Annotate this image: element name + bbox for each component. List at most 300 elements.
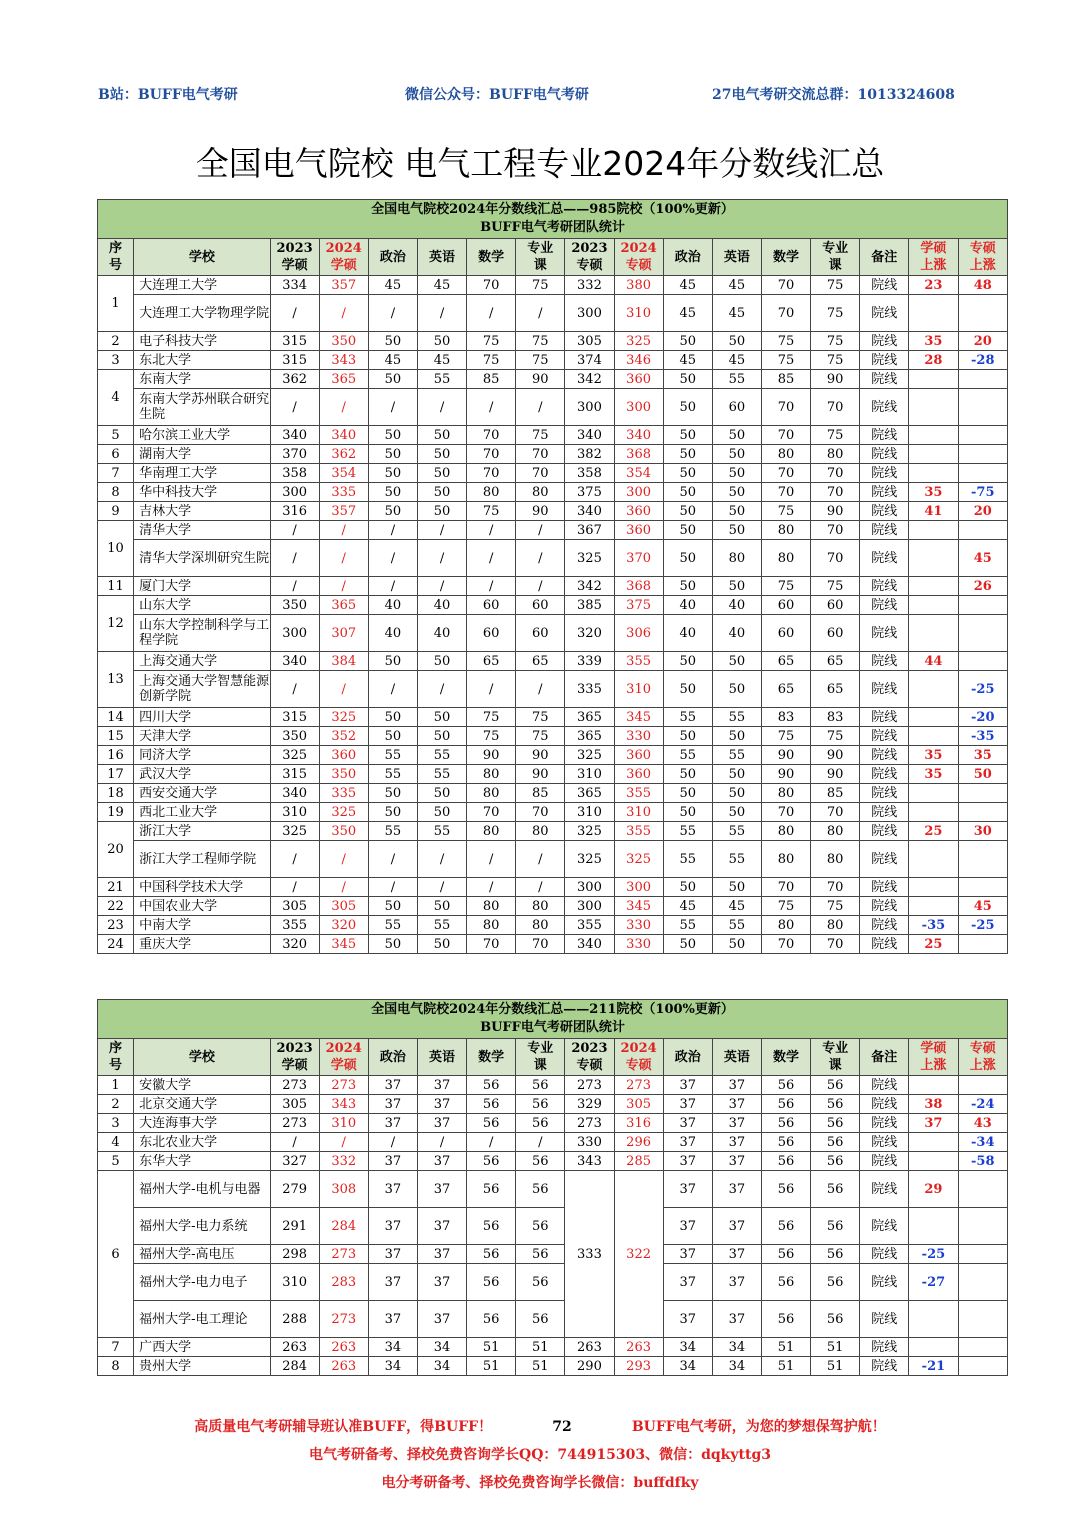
politics-pro: 55	[663, 841, 712, 878]
english: 50	[417, 502, 466, 521]
score-2024-academic: 343	[319, 351, 368, 370]
major-course: 70	[516, 803, 565, 822]
major-course: 90	[516, 502, 565, 521]
remark: 院线	[860, 1171, 909, 1208]
score-2023-professional: 325	[565, 822, 614, 841]
table-row	[98, 615, 1008, 652]
math: 75	[467, 351, 516, 370]
score-2023-professional: 310	[565, 803, 614, 822]
english: /	[417, 540, 466, 577]
score-2024-professional: 368	[614, 445, 663, 464]
table-row	[98, 1133, 1008, 1152]
row-index: 24	[98, 935, 134, 954]
major-course-pro: 85	[811, 784, 860, 803]
score-2023-professional: 339	[565, 652, 614, 671]
academic-change: -21	[909, 1357, 958, 1376]
remark: 院线	[860, 822, 909, 841]
score-2024-professional: 360	[614, 521, 663, 540]
table-row	[98, 1076, 1008, 1095]
major-course: /	[516, 389, 565, 426]
score-2023-academic: 273	[270, 1076, 319, 1095]
academic-change	[909, 1208, 958, 1245]
table-row	[98, 276, 1008, 295]
english: 55	[417, 822, 466, 841]
row-index: 2	[98, 1095, 134, 1114]
remark: 院线	[860, 445, 909, 464]
score-2023-professional: 375	[565, 483, 614, 502]
politics-pro: 50	[663, 784, 712, 803]
academic-change	[909, 540, 958, 577]
table-row	[98, 464, 1008, 483]
math: /	[467, 878, 516, 897]
table-row	[98, 841, 1008, 878]
score-2023-professional: 273	[565, 1076, 614, 1095]
score-2023-academic: 315	[270, 765, 319, 784]
score-2024-academic: 350	[319, 822, 368, 841]
major-course-pro: 80	[811, 822, 860, 841]
math-pro: 56	[761, 1133, 810, 1152]
math: 75	[467, 708, 516, 727]
row-index: 5	[98, 1152, 134, 1171]
english: 50	[417, 803, 466, 822]
score-2024-academic: /	[319, 1133, 368, 1152]
school-name: 广西大学	[134, 1338, 270, 1357]
math-pro: 70	[761, 483, 810, 502]
remark: 院线	[860, 389, 909, 426]
row-index: 21	[98, 878, 134, 897]
math-pro: 90	[761, 746, 810, 765]
score-2024-academic: 263	[319, 1338, 368, 1357]
english: 50	[417, 464, 466, 483]
major-course: 56	[516, 1171, 565, 1208]
score-2024-academic: /	[319, 841, 368, 878]
score-2024-academic: /	[319, 521, 368, 540]
english-pro: 45	[712, 295, 761, 332]
school-name: 上海交通大学智慧能源创新学院	[134, 671, 270, 708]
politics-pro: 50	[663, 878, 712, 897]
math: /	[467, 295, 516, 332]
professional-change: -34	[958, 1133, 1008, 1152]
row-index: 8	[98, 1357, 134, 1376]
professional-change	[958, 1171, 1008, 1208]
score-2023-professional: 374	[565, 351, 614, 370]
table-row	[98, 1245, 1008, 1264]
score-2023-professional: 263	[565, 1338, 614, 1357]
row-index: 13	[98, 652, 134, 708]
academic-change	[909, 878, 958, 897]
table-row	[98, 521, 1008, 540]
major-course: 56	[516, 1245, 565, 1264]
remark: 院线	[860, 370, 909, 389]
politics-pro: 50	[663, 765, 712, 784]
academic-change: -27	[909, 1264, 958, 1301]
school-name: 西北工业大学	[134, 803, 270, 822]
politics: 37	[368, 1152, 417, 1171]
row-index: 16	[98, 746, 134, 765]
math: 56	[467, 1171, 516, 1208]
english: 50	[417, 445, 466, 464]
academic-change: 29	[909, 1171, 958, 1208]
row-index: 20	[98, 822, 134, 878]
politics: 37	[368, 1076, 417, 1095]
politics-pro: 40	[663, 596, 712, 615]
politics-pro: 37	[663, 1133, 712, 1152]
academic-change: -35	[909, 916, 958, 935]
politics: /	[368, 1133, 417, 1152]
column-header: 序 号	[98, 1039, 134, 1076]
major-course: 75	[516, 426, 565, 445]
english: 37	[417, 1114, 466, 1133]
score-2024-academic: 332	[319, 1152, 368, 1171]
politics-pro: 37	[663, 1076, 712, 1095]
score-2023-academic: 315	[270, 351, 319, 370]
math-pro: 75	[761, 897, 810, 916]
score-2024-professional: 330	[614, 727, 663, 746]
score-2023-academic: 327	[270, 1152, 319, 1171]
math: 80	[467, 483, 516, 502]
politics-pro: 50	[663, 803, 712, 822]
politics: /	[368, 671, 417, 708]
academic-change: 35	[909, 765, 958, 784]
column-header: 备注	[860, 1039, 909, 1076]
major-course: 80	[516, 822, 565, 841]
politics-pro: 45	[663, 897, 712, 916]
column-header: 2023 专硕	[565, 1039, 614, 1076]
score-2024-academic: 352	[319, 727, 368, 746]
politics: 37	[368, 1245, 417, 1264]
major-course: 56	[516, 1264, 565, 1301]
professional-change	[958, 389, 1008, 426]
math-pro: 70	[761, 935, 810, 954]
professional-change: 35	[958, 746, 1008, 765]
math-pro: 80	[761, 784, 810, 803]
major-course-pro: 56	[811, 1208, 860, 1245]
english-pro: 50	[712, 577, 761, 596]
english-pro: 55	[712, 746, 761, 765]
score-2023-professional: 290	[565, 1357, 614, 1376]
politics-pro: 50	[663, 426, 712, 445]
major-course: 85	[516, 784, 565, 803]
school-name: 四川大学	[134, 708, 270, 727]
score-2024-academic: 273	[319, 1245, 368, 1264]
politics: 34	[368, 1357, 417, 1376]
table-row	[98, 803, 1008, 822]
english: 50	[417, 935, 466, 954]
score-2024-professional: 340	[614, 426, 663, 445]
english-pro: 60	[712, 389, 761, 426]
professional-change	[958, 464, 1008, 483]
english-pro: 50	[712, 332, 761, 351]
math: 65	[467, 652, 516, 671]
score-2024-professional: 375	[614, 596, 663, 615]
english-pro: 50	[712, 464, 761, 483]
english: 50	[417, 483, 466, 502]
major-course: 75	[516, 276, 565, 295]
major-course: 75	[516, 727, 565, 746]
politics-pro: 45	[663, 295, 712, 332]
english-pro: 50	[712, 671, 761, 708]
score-2024-professional: 293	[614, 1357, 663, 1376]
academic-change: -25	[909, 1245, 958, 1264]
academic-change	[909, 370, 958, 389]
major-course-pro: 70	[811, 935, 860, 954]
politics: /	[368, 577, 417, 596]
header-bilibili: B站：BUFF电气考研	[98, 87, 238, 103]
remark: 院线	[860, 426, 909, 445]
column-header: 专业 课	[811, 239, 860, 276]
row-index: 10	[98, 521, 134, 577]
politics: 40	[368, 596, 417, 615]
footer-contact-2: 电分考研备考、择校免费咨询学长微信：buffdfky	[381, 1475, 699, 1491]
english: 50	[417, 332, 466, 351]
politics-pro: 50	[663, 727, 712, 746]
politics-pro: 45	[663, 276, 712, 295]
math: 70	[467, 803, 516, 822]
score-2023-professional: 343	[565, 1152, 614, 1171]
table-row	[98, 652, 1008, 671]
english-pro: 37	[712, 1152, 761, 1171]
score-2023-professional: 365	[565, 727, 614, 746]
score-2023-professional: 340	[565, 502, 614, 521]
row-index: 11	[98, 577, 134, 596]
major-course: 56	[516, 1208, 565, 1245]
major-course: 56	[516, 1076, 565, 1095]
professional-change: 48	[958, 276, 1008, 295]
math: 75	[467, 502, 516, 521]
major-course: 80	[516, 916, 565, 935]
english-pro: 50	[712, 935, 761, 954]
major-course-pro: 56	[811, 1152, 860, 1171]
header-wechat: 微信公众号：BUFF电气考研	[405, 87, 589, 103]
remark: 院线	[860, 1245, 909, 1264]
score-2024-academic: 263	[319, 1357, 368, 1376]
score-2024-professional: 380	[614, 276, 663, 295]
remark: 院线	[860, 483, 909, 502]
politics-pro: 50	[663, 464, 712, 483]
score-2023-academic: 300	[270, 615, 319, 652]
row-index: 1	[98, 276, 134, 332]
table-row	[98, 295, 1008, 332]
english-pro: 50	[712, 765, 761, 784]
school-name: 东北农业大学	[134, 1133, 270, 1152]
score-2024-academic: 357	[319, 276, 368, 295]
column-header: 专硕 上涨	[958, 239, 1008, 276]
score-2023-academic: /	[270, 295, 319, 332]
math-pro: 70	[761, 426, 810, 445]
english-pro: 55	[712, 370, 761, 389]
footer-slogan-right: BUFF电气考研，为您的梦想保驾护航！	[631, 1419, 886, 1435]
professional-change	[958, 1264, 1008, 1301]
major-course-pro: 56	[811, 1171, 860, 1208]
score-2024-academic: /	[319, 577, 368, 596]
remark: 院线	[860, 1357, 909, 1376]
professional-change	[958, 615, 1008, 652]
major-course-pro: 75	[811, 577, 860, 596]
english: 37	[417, 1245, 466, 1264]
politics-pro: 50	[663, 332, 712, 351]
row-index: 9	[98, 502, 134, 521]
column-header: 英语	[712, 1039, 761, 1076]
major-course: 70	[516, 935, 565, 954]
row-index: 3	[98, 1114, 134, 1133]
caption-title: 全国电气院校2024年分数线汇总——211院校（100%更新）	[371, 1002, 734, 1017]
academic-change	[909, 1301, 958, 1338]
professional-change	[958, 426, 1008, 445]
score-2023-academic: 362	[270, 370, 319, 389]
score-2023-professional: 385	[565, 596, 614, 615]
english-pro: 50	[712, 521, 761, 540]
math-pro: 60	[761, 615, 810, 652]
table-row	[98, 1114, 1008, 1133]
politics-pro: 50	[663, 652, 712, 671]
column-header: 英语	[417, 239, 466, 276]
math: 60	[467, 615, 516, 652]
footer-slogan-left: 高质量电气考研辅导班认准BUFF，得BUFF！	[194, 1419, 493, 1435]
column-header: 2024 专硕	[614, 1039, 663, 1076]
math: /	[467, 1133, 516, 1152]
academic-change: 37	[909, 1114, 958, 1133]
score-2024-academic: 365	[319, 596, 368, 615]
major-course: 90	[516, 746, 565, 765]
score-2024-professional: 310	[614, 671, 663, 708]
major-course: /	[516, 521, 565, 540]
english: /	[417, 878, 466, 897]
major-course-pro: 70	[811, 464, 860, 483]
math-pro: 56	[761, 1264, 810, 1301]
score-2023-academic: 340	[270, 426, 319, 445]
math: 56	[467, 1076, 516, 1095]
major-course-pro: 56	[811, 1076, 860, 1095]
school-name: 安徽大学	[134, 1076, 270, 1095]
english: 45	[417, 276, 466, 295]
score-2023-academic: 263	[270, 1338, 319, 1357]
remark: 院线	[860, 765, 909, 784]
score-2023-academic: 325	[270, 746, 319, 765]
math: 70	[467, 276, 516, 295]
school-name: 福州大学-电工理论	[134, 1301, 270, 1338]
english: 37	[417, 1208, 466, 1245]
table-row	[98, 596, 1008, 615]
column-header: 政治	[663, 1039, 712, 1076]
professional-change: 20	[958, 502, 1008, 521]
remark: 院线	[860, 784, 909, 803]
score-2023-academic: 370	[270, 445, 319, 464]
major-course-pro: 90	[811, 746, 860, 765]
major-course: /	[516, 577, 565, 596]
academic-change: 35	[909, 746, 958, 765]
math-pro: 65	[761, 671, 810, 708]
math-pro: 83	[761, 708, 810, 727]
major-course: 56	[516, 1152, 565, 1171]
school-name: 华中科技大学	[134, 483, 270, 502]
row-index: 7	[98, 1338, 134, 1357]
score-2023-academic: 291	[270, 1208, 319, 1245]
english: /	[417, 389, 466, 426]
score-2024-professional: 345	[614, 897, 663, 916]
score-2023-professional: 367	[565, 521, 614, 540]
academic-change	[909, 426, 958, 445]
math-pro: 56	[761, 1076, 810, 1095]
major-course-pro: 70	[811, 540, 860, 577]
politics: 50	[368, 897, 417, 916]
school-name: 浙江大学	[134, 822, 270, 841]
math: 70	[467, 426, 516, 445]
math: 80	[467, 916, 516, 935]
math: 70	[467, 464, 516, 483]
academic-change	[909, 464, 958, 483]
table-row	[98, 332, 1008, 351]
math-pro: 75	[761, 332, 810, 351]
math-pro: 70	[761, 464, 810, 483]
politics: 50	[368, 935, 417, 954]
school-name: 东南大学	[134, 370, 270, 389]
table-row	[98, 897, 1008, 916]
academic-change	[909, 615, 958, 652]
math-pro: 90	[761, 765, 810, 784]
math-pro: 56	[761, 1152, 810, 1171]
major-course: 70	[516, 464, 565, 483]
math-pro: 80	[761, 822, 810, 841]
politics: 50	[368, 652, 417, 671]
academic-change	[909, 803, 958, 822]
score-2024-academic: 340	[319, 426, 368, 445]
remark: 院线	[860, 1208, 909, 1245]
professional-change	[958, 1338, 1008, 1357]
score-2023-professional: 365	[565, 708, 614, 727]
english: 55	[417, 746, 466, 765]
score-2024-professional: 360	[614, 765, 663, 784]
column-header: 专业 课	[811, 1039, 860, 1076]
politics: 50	[368, 708, 417, 727]
english-pro: 45	[712, 897, 761, 916]
school-name: 西安交通大学	[134, 784, 270, 803]
score-2023-professional: 355	[565, 916, 614, 935]
school-name: 武汉大学	[134, 765, 270, 784]
math-pro: 56	[761, 1095, 810, 1114]
table-caption	[98, 200, 1008, 239]
row-index: 18	[98, 784, 134, 803]
politics-pro: 37	[663, 1301, 712, 1338]
english: /	[417, 521, 466, 540]
english-pro: 50	[712, 652, 761, 671]
score-2024-academic: /	[319, 389, 368, 426]
school-name: 哈尔滨工业大学	[134, 426, 270, 445]
score-2023-academic: /	[270, 1133, 319, 1152]
math-pro: 56	[761, 1301, 810, 1338]
major-course: /	[516, 878, 565, 897]
major-course: 51	[516, 1338, 565, 1357]
math: /	[467, 540, 516, 577]
math-pro: 56	[761, 1114, 810, 1133]
row-index: 14	[98, 708, 134, 727]
politics: 50	[368, 784, 417, 803]
score-2024-academic: 343	[319, 1095, 368, 1114]
math-pro: 75	[761, 727, 810, 746]
table-row	[98, 1208, 1008, 1245]
school-name: 天津大学	[134, 727, 270, 746]
major-course: 60	[516, 596, 565, 615]
politics: 50	[368, 426, 417, 445]
professional-change	[958, 1245, 1008, 1264]
score-2023-professional: 320	[565, 615, 614, 652]
major-course: 90	[516, 765, 565, 784]
score-2024-professional: 310	[614, 295, 663, 332]
english-pro: 40	[712, 615, 761, 652]
table-row	[98, 727, 1008, 746]
score-2024-professional: 354	[614, 464, 663, 483]
score-2024-academic: /	[319, 540, 368, 577]
score-2023-academic: 355	[270, 916, 319, 935]
